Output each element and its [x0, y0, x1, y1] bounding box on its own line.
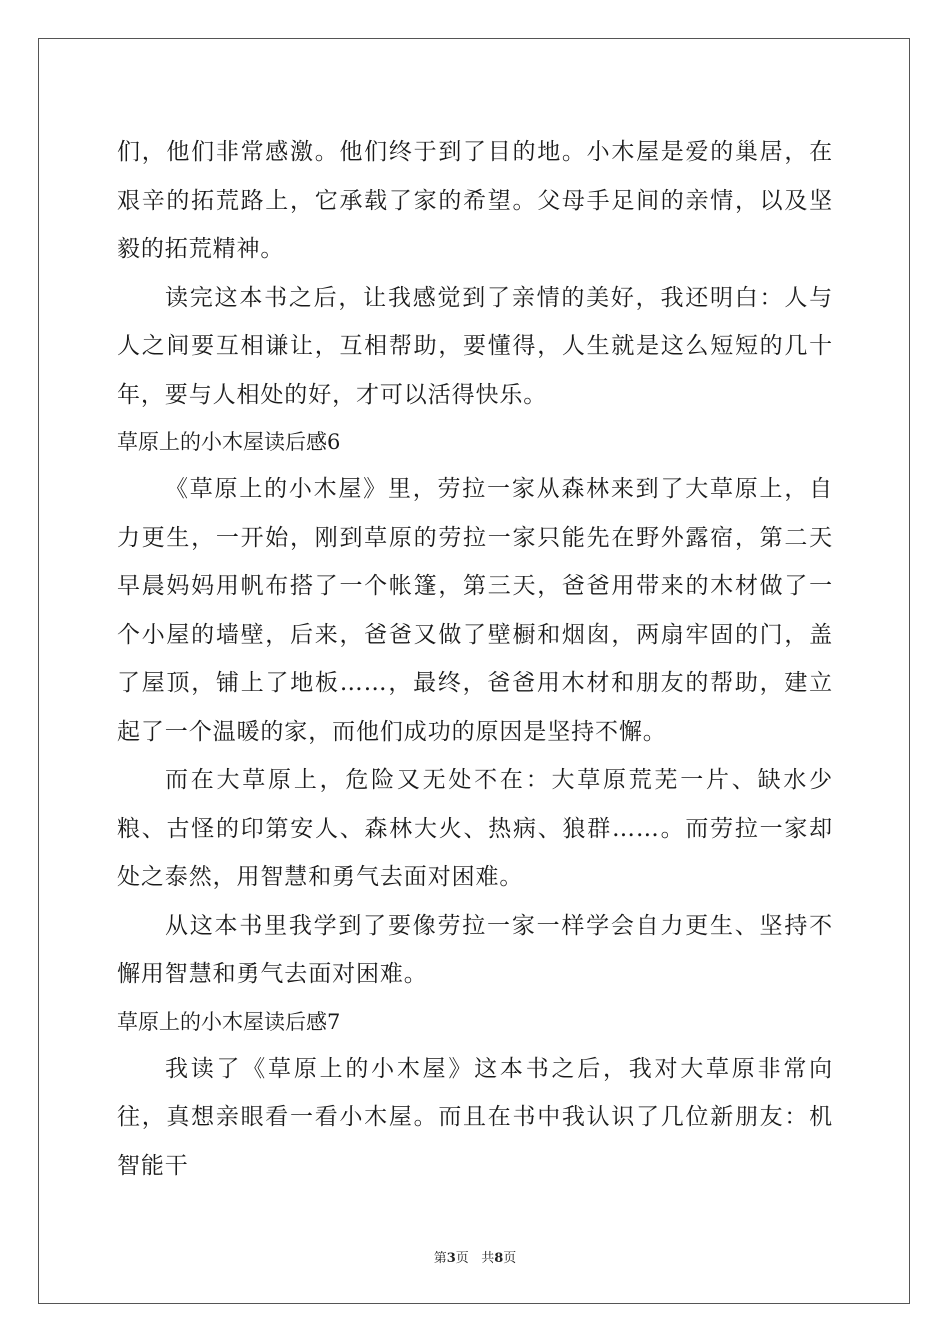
section-heading: 草原上的小木屋读后感6 — [117, 430, 341, 454]
document-body — [117, 128, 833, 1190]
page-current: 3 — [446, 1251, 456, 1266]
total-suffix: 页 — [503, 1251, 517, 1266]
paragraph: 而在大草原上，危险又无处不在：大草原荒芜一片、缺水少粮、古怪的印第安人、森林大火、热病、狼群……。而劳拉一家却处之泰然，用智慧和勇气去面对困难。 — [117, 767, 833, 890]
section-heading: 草原上的小木屋读后感7 — [117, 1009, 341, 1034]
total-prefix: 共 — [481, 1251, 495, 1266]
page-suffix: 页 — [455, 1251, 469, 1266]
page-footer — [0, 1247, 950, 1266]
page-total: 8 — [494, 1251, 504, 1266]
paragraph: 我读了《草原上的小木屋》这本书之后，我对大草原非常向往，真想亲眼看一看小木屋。而且在书中我认识了几位新朋友：机智能干 — [117, 1055, 833, 1179]
paragraph: 从这本书里我学到了要像劳拉一家一样学会自力更生、坚持不懈用智慧和勇气去面对困难。 — [117, 912, 833, 987]
paragraph: 《草原上的小木屋》里，劳拉一家从森林来到了大草原上，自力更生，一开始，刚到草原的劳拉一家只能先在野外露宿，第二天早晨妈妈用帆布搭了一个帐篷，第三天，爸爸用带来的木材做了一个小屋的墙壁，后来，爸爸又做了壁橱和烟囱，两扇牢固的门，盖了屋顶，铺上了地板……，最终，爸爸用木材和朋友的帮助，建立起了一个温暖的家，而他们成功的原因是坚持不懈。 — [117, 476, 833, 745]
paragraph: 们，他们非常感激。他们终于到了目的地。小木屋是爱的巢居，在艰辛的拓荒路上，它承载了家的希望。父母手足间的亲情，以及坚毅的拓荒精神。 — [117, 139, 833, 262]
paragraph: 读完这本书之后，让我感觉到了亲情的美好，我还明白：人与人之间要互相谦让，互相帮助，要懂得，人生就是这么短短的几十年，要与人相处的好，才可以活得快乐。 — [117, 284, 833, 408]
page-prefix: 第 — [433, 1251, 447, 1266]
